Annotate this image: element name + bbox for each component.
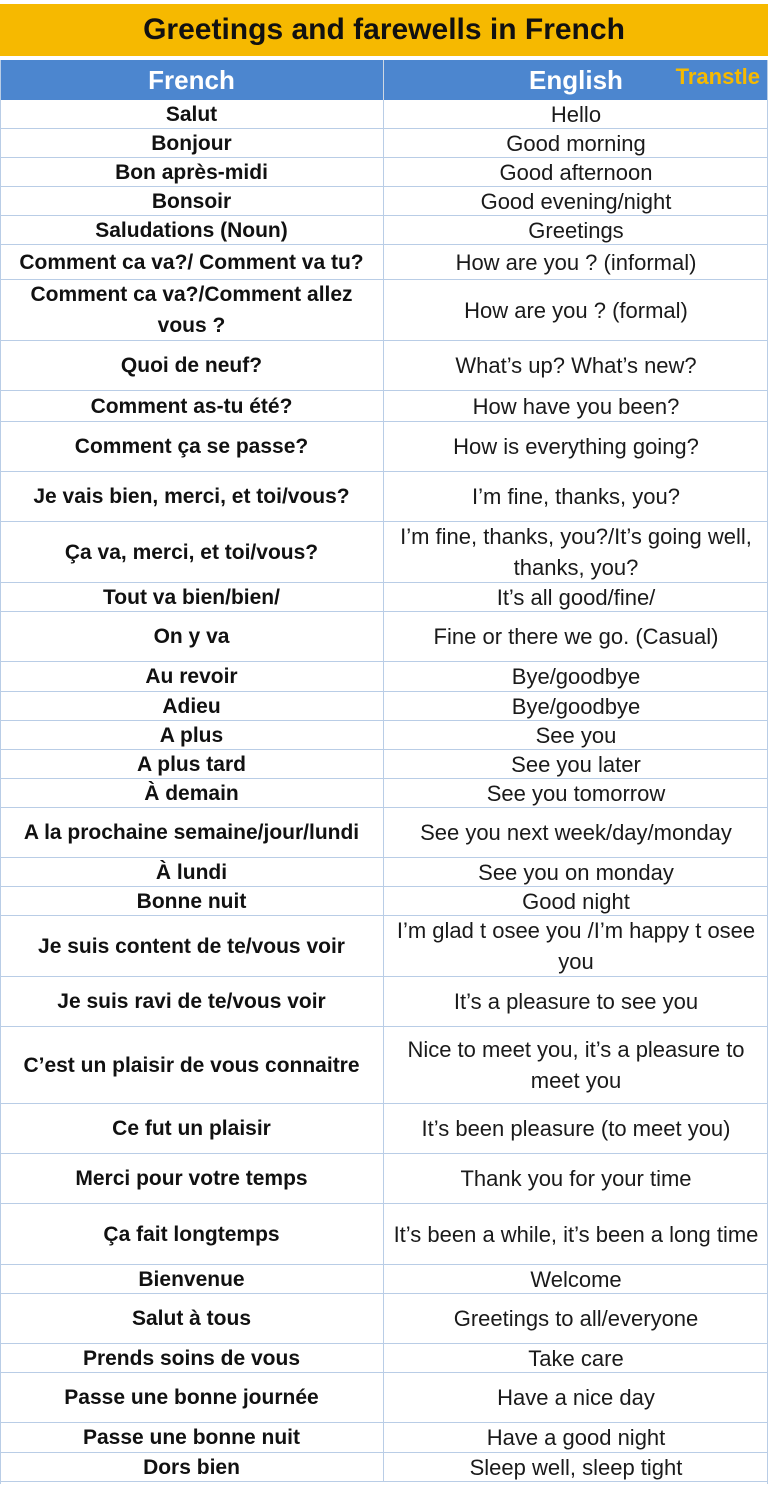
english-translation: See you <box>535 722 617 748</box>
table-row <box>0 692 768 721</box>
english-translation: Good afternoon <box>499 159 653 185</box>
english-translation: See you next week/day/monday <box>420 820 732 845</box>
english-translation: Fine or there we go. (Casual) <box>433 624 719 649</box>
french-phrase: On y va <box>0 612 384 661</box>
table-row <box>0 391 768 422</box>
french-phrase: Comment ca va?/ Comment va tu? <box>0 245 384 279</box>
french-phrase: Ça fait longtemps <box>0 1204 384 1264</box>
table-row <box>0 887 768 916</box>
table-row <box>0 158 768 187</box>
french-phrase: À demain <box>0 779 384 807</box>
french-phrase: Dors bien <box>0 1453 384 1481</box>
english-translation: How are you ? (formal) <box>464 297 688 323</box>
english-translation: I’m fine, thanks, you?/It’s going well, thanks, you? <box>400 524 752 580</box>
french-phrase: Salut à tous <box>0 1294 384 1343</box>
english-translation: Sleep well, sleep tight <box>469 1454 683 1480</box>
table-row <box>0 280 768 341</box>
french-phrase: A la prochaine semaine/jour/lundi <box>0 808 384 857</box>
table-row <box>0 1027 768 1104</box>
french-phrase: Bonne nuit <box>0 887 384 915</box>
table-row <box>0 662 768 692</box>
english-translation: Good evening/night <box>480 188 672 214</box>
french-phrase: Ce fut un plaisir <box>0 1104 384 1153</box>
french-phrase: Je suis ravi de te/vous voir <box>0 977 384 1026</box>
english-translation: It’s a pleasure to see you <box>453 989 699 1014</box>
french-phrase: Adieu <box>0 692 384 720</box>
table-row <box>0 1294 768 1344</box>
french-phrase: Tout va bien/bien/ <box>0 583 384 611</box>
french-phrase: Bienvenue <box>0 1265 384 1293</box>
table-body <box>0 100 768 1482</box>
english-translation: Take care <box>528 1345 624 1371</box>
french-phrase: Bon après-midi <box>0 158 384 186</box>
english-translation: It’s been pleasure (to meet you) <box>421 1116 731 1141</box>
english-translation: It’s all good/fine/ <box>496 584 656 610</box>
french-phrase: Merci pour votre temps <box>0 1154 384 1203</box>
french-phrase: Ça va, merci, et toi/vous? <box>0 522 384 582</box>
english-translation: Good morning <box>506 130 646 156</box>
table-row <box>0 1265 768 1294</box>
french-phrase: Au revoir <box>0 662 384 691</box>
french-phrase: Prends soins de vous <box>0 1344 384 1372</box>
english-translation: Nice to meet you, it’s a pleasure to meet you <box>407 1037 745 1093</box>
french-phrase: Salut <box>0 100 384 128</box>
table-row <box>0 341 768 391</box>
english-translation: See you on monday <box>478 859 674 885</box>
french-phrase: Je suis content de te/vous voir <box>0 916 384 976</box>
table-row <box>0 1154 768 1204</box>
table-row <box>0 472 768 522</box>
table-row <box>0 1104 768 1154</box>
french-phrase: Quoi de neuf? <box>0 341 384 390</box>
english-translation: Good night <box>522 888 630 914</box>
english-translation: I’m fine, thanks, you? <box>472 484 680 509</box>
french-phrase: A plus tard <box>0 750 384 778</box>
english-translation: See you later <box>511 751 641 777</box>
english-translation: Thank you for your time <box>460 1166 692 1191</box>
table-row <box>0 1344 768 1373</box>
table-row <box>0 808 768 858</box>
table-row <box>0 583 768 612</box>
table-row <box>0 522 768 583</box>
english-translation: Greetings to all/everyone <box>453 1306 699 1331</box>
french-phrase: Comment ca va?/Comment allez vous ? <box>0 280 384 340</box>
english-translation: Welcome <box>530 1266 622 1292</box>
french-phrase: Bonsoir <box>0 187 384 215</box>
english-translation: It’s been a while, it’s been a long time <box>393 1221 759 1247</box>
english-translation: See you tomorrow <box>486 780 666 806</box>
table-row <box>0 187 768 216</box>
french-phrase: Je vais bien, merci, et toi/vous? <box>0 472 384 521</box>
english-translation: Bye/goodbye <box>511 664 641 689</box>
french-phrase: A plus <box>0 721 384 749</box>
french-phrase: Comment as-tu été? <box>0 391 384 421</box>
english-translation: What’s up? What’s new? <box>455 353 697 378</box>
english-translation: Bye/goodbye <box>511 693 641 719</box>
english-translation: Have a good night <box>486 1425 666 1450</box>
table-row <box>0 916 768 977</box>
table-row <box>0 858 768 887</box>
table-row <box>0 977 768 1027</box>
french-phrase: C’est un plaisir de vous connaitre <box>0 1027 384 1103</box>
french-phrase: Bonjour <box>0 129 384 157</box>
english-translation: How are you ? (informal) <box>455 249 697 275</box>
header-english: English <box>529 64 623 95</box>
table-row <box>0 245 768 280</box>
table-row <box>0 1204 768 1265</box>
french-phrase: À lundi <box>0 858 384 886</box>
page-title: Greetings and farewells in French <box>0 4 768 56</box>
french-phrase: Saludations (Noun) <box>0 216 384 244</box>
table-row <box>0 216 768 245</box>
table-row <box>0 779 768 808</box>
table-row <box>0 1373 768 1423</box>
header-french: French <box>0 60 384 100</box>
table-row <box>0 100 768 129</box>
table-row <box>0 1423 768 1453</box>
english-translation: Hello <box>550 101 602 127</box>
english-translation: Greetings <box>528 217 624 243</box>
french-phrase: Passe une bonne journée <box>0 1373 384 1422</box>
table-row <box>0 1453 768 1482</box>
table-row <box>0 422 768 472</box>
table-row <box>0 612 768 662</box>
french-phrase: Comment ça se passe? <box>0 422 384 471</box>
header-english-cell <box>384 60 768 100</box>
english-translation: I’m glad t osee you /I’m happy t osee you <box>396 918 756 974</box>
table-header <box>0 60 768 100</box>
english-translation: Have a nice day <box>497 1385 655 1410</box>
brand-logo: Transtle <box>675 64 760 89</box>
english-translation: How is everything going? <box>453 434 699 459</box>
table-row <box>0 129 768 158</box>
table-row <box>0 721 768 750</box>
table-row <box>0 750 768 779</box>
english-translation: How have you been? <box>472 393 680 419</box>
french-phrase: Passe une bonne nuit <box>0 1423 384 1452</box>
